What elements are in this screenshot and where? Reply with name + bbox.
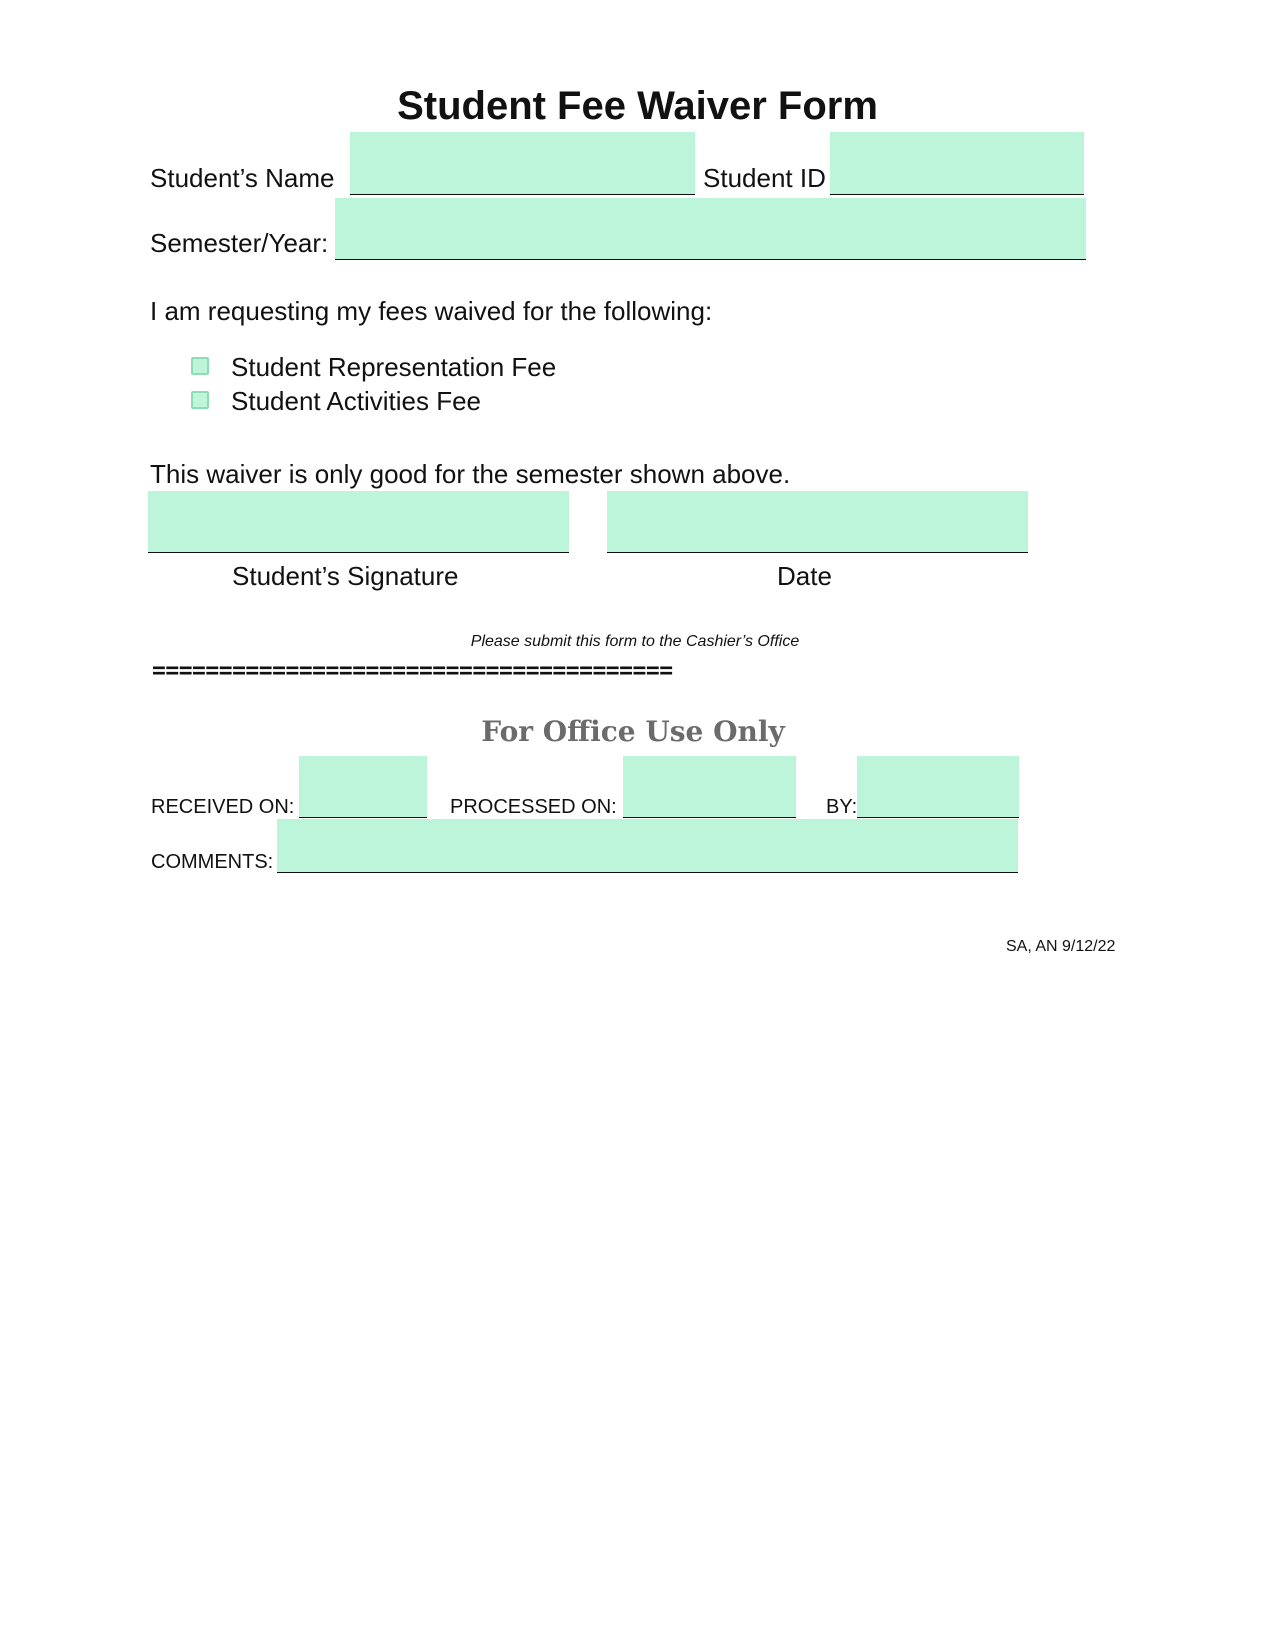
comments-underline bbox=[277, 872, 1018, 873]
activities-fee-label: Student Activities Fee bbox=[231, 386, 482, 416]
processed-on-label: PROCESSED ON: bbox=[450, 796, 617, 818]
request-text: I am requesting my fees waived for the following: bbox=[150, 296, 713, 326]
date-underline bbox=[607, 552, 1028, 553]
comments-label: COMMENTS: bbox=[151, 851, 274, 873]
received-on-label: RECEIVED ON: bbox=[151, 796, 295, 818]
signature-field[interactable] bbox=[148, 491, 569, 552]
student-id-field[interactable] bbox=[830, 132, 1084, 194]
student-name-label: Student’s Name bbox=[150, 163, 335, 193]
comments-field[interactable] bbox=[277, 819, 1018, 872]
by-field[interactable] bbox=[857, 756, 1019, 817]
processed-on-field[interactable] bbox=[623, 756, 796, 817]
section-separator: ======================================= bbox=[152, 658, 673, 684]
page-title: Student Fee Waiver Form bbox=[397, 84, 878, 128]
student-id-label: Student ID bbox=[703, 163, 826, 193]
date-field[interactable] bbox=[607, 491, 1028, 552]
processed-on-underline bbox=[623, 817, 796, 818]
waiver-note: This waiver is only good for the semester shown above. bbox=[150, 459, 791, 489]
signature-label: Student’s Signature bbox=[232, 561, 459, 591]
date-label: Date bbox=[777, 561, 832, 591]
student-name-field[interactable] bbox=[350, 132, 695, 194]
received-on-field[interactable] bbox=[299, 756, 427, 817]
signature-underline bbox=[148, 552, 569, 553]
student-name-underline bbox=[350, 194, 695, 195]
by-underline bbox=[857, 817, 1019, 818]
student-id-underline bbox=[830, 194, 1084, 195]
received-on-underline bbox=[299, 817, 427, 818]
representation-fee-checkbox[interactable] bbox=[191, 357, 209, 375]
submit-note: Please submit this form to the Cashier’s Office bbox=[470, 633, 800, 650]
semester-year-underline bbox=[335, 259, 1086, 260]
activities-fee-checkbox[interactable] bbox=[191, 391, 209, 409]
form-revision-code: SA, AN 9/12/22 bbox=[1006, 938, 1116, 955]
semester-year-field[interactable] bbox=[335, 198, 1086, 259]
representation-fee-label: Student Representation Fee bbox=[231, 352, 557, 382]
by-label: BY: bbox=[826, 796, 858, 818]
semester-year-label: Semester/Year: bbox=[150, 228, 329, 258]
office-use-heading: For Office Use Only bbox=[481, 715, 785, 748]
